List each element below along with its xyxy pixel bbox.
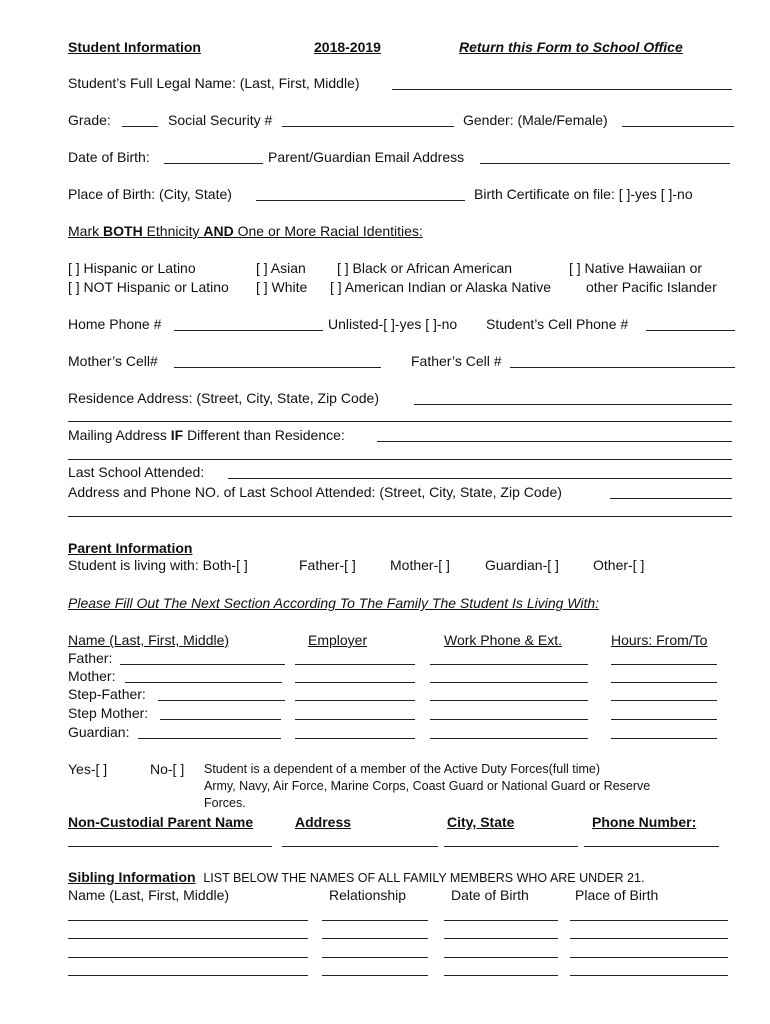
sibling-2-name[interactable] bbox=[68, 938, 308, 939]
guardian-work-phone-field[interactable] bbox=[430, 738, 588, 739]
school-year: 2018-2019 bbox=[314, 39, 381, 55]
father-work-phone-field[interactable] bbox=[430, 664, 588, 665]
row-stepfather-label: Step-Father: bbox=[68, 686, 146, 702]
residence-address-label: Residence Address: (Street, City, State, Zip Code) bbox=[68, 390, 379, 406]
grade-field[interactable] bbox=[122, 126, 158, 127]
mother-hours-field[interactable] bbox=[611, 682, 717, 683]
mailing-address-label: Mailing Address IF Different than Residence: bbox=[68, 427, 345, 443]
email-label: Parent/Guardian Email Address bbox=[268, 149, 465, 165]
dob-field[interactable] bbox=[164, 163, 263, 164]
stepfather-work-phone-field[interactable] bbox=[430, 700, 588, 701]
stepfather-name-field[interactable] bbox=[158, 700, 285, 701]
sibling-4-dob[interactable] bbox=[444, 975, 558, 976]
place-of-birth-label: Place of Birth: (City, State) bbox=[68, 186, 232, 202]
section-title-student-information: Student Information bbox=[68, 39, 201, 55]
noncustodial-city-field[interactable] bbox=[444, 846, 578, 847]
parent-information-heading: Parent Information bbox=[68, 540, 193, 556]
last-school-field[interactable] bbox=[228, 478, 732, 479]
guardian-employer-field[interactable] bbox=[295, 738, 415, 739]
residence-address-field[interactable] bbox=[414, 404, 732, 405]
last-school-address-field[interactable] bbox=[610, 498, 732, 499]
sibling-3-pob[interactable] bbox=[570, 957, 728, 958]
mother-cell-label: Mother’s Cell# bbox=[68, 353, 158, 369]
sibling-col-pob: Place of Birth bbox=[575, 887, 659, 903]
email-field[interactable] bbox=[480, 163, 730, 164]
student-cell-label: Student’s Cell Phone # bbox=[486, 316, 629, 332]
sibling-1-relationship[interactable] bbox=[322, 920, 428, 921]
sibling-3-dob[interactable] bbox=[444, 957, 558, 958]
student-cell-field[interactable] bbox=[646, 330, 735, 331]
military-yes[interactable]: Yes-[ ] bbox=[68, 761, 108, 777]
last-school-label: Last School Attended: bbox=[68, 464, 205, 480]
living-with-both[interactable]: Student is living with: Both-[ ] bbox=[68, 557, 248, 573]
ssn-label: Social Security # bbox=[168, 112, 273, 128]
gender-field[interactable] bbox=[622, 126, 734, 127]
sibling-3-name[interactable] bbox=[68, 957, 308, 958]
sibling-4-name[interactable] bbox=[68, 975, 308, 976]
row-father-label: Father: bbox=[68, 650, 113, 666]
noncustodial-phone-header: Phone Number: bbox=[592, 814, 697, 830]
guardian-name-field[interactable] bbox=[138, 738, 281, 739]
ssn-field[interactable] bbox=[282, 126, 454, 127]
stepmother-name-field[interactable] bbox=[160, 719, 281, 720]
guardian-hours-field[interactable] bbox=[611, 738, 717, 739]
gender-label: Gender: (Male/Female) bbox=[463, 112, 608, 128]
father-cell-field[interactable] bbox=[510, 367, 735, 368]
full-name-field[interactable] bbox=[392, 89, 732, 90]
living-with-other[interactable]: Other-[ ] bbox=[593, 557, 645, 573]
sibling-col-relationship: Relationship bbox=[329, 887, 407, 903]
unlisted-label[interactable]: Unlisted-[ ]-yes [ ]-no bbox=[328, 316, 458, 332]
checkbox-hispanic[interactable]: [ ] Hispanic or Latino bbox=[68, 260, 196, 276]
noncustodial-phone-field[interactable] bbox=[584, 846, 719, 847]
col-hours: Hours: From/To bbox=[611, 632, 708, 648]
father-employer-field[interactable] bbox=[295, 664, 415, 665]
row-mother-label: Mother: bbox=[68, 668, 116, 684]
last-school-address-field-2[interactable] bbox=[68, 516, 732, 517]
sibling-col-name: Name (Last, First, Middle) bbox=[68, 887, 230, 903]
row-guardian-label: Guardian: bbox=[68, 724, 130, 740]
home-phone-field[interactable] bbox=[174, 330, 323, 331]
sibling-1-name[interactable] bbox=[68, 920, 308, 921]
col-work-phone: Work Phone & Ext. bbox=[444, 632, 563, 648]
place-of-birth-field[interactable] bbox=[256, 200, 465, 201]
grade-label: Grade: bbox=[68, 112, 111, 128]
sibling-1-pob[interactable] bbox=[570, 920, 728, 921]
ethnicity-instruction: Mark BOTH Ethnicity AND One or More Racial Identities: bbox=[68, 223, 423, 239]
residence-address-field-2[interactable] bbox=[68, 421, 732, 422]
family-instruction: Please Fill Out The Next Section According To The Family The Student Is Living With: bbox=[68, 595, 600, 611]
noncustodial-city-header: City, State bbox=[447, 814, 515, 830]
father-cell-label: Father’s Cell # bbox=[411, 353, 502, 369]
birth-certificate-label[interactable]: Birth Certificate on file: [ ]-yes [ ]-no bbox=[474, 186, 693, 202]
mailing-address-field-2[interactable] bbox=[68, 459, 732, 460]
mother-employer-field[interactable] bbox=[295, 682, 415, 683]
sibling-4-pob[interactable] bbox=[570, 975, 728, 976]
sibling-3-relationship[interactable] bbox=[322, 957, 428, 958]
noncustodial-address-field[interactable] bbox=[282, 846, 438, 847]
stepfather-employer-field[interactable] bbox=[295, 700, 415, 701]
sibling-col-dob: Date of Birth bbox=[451, 887, 529, 903]
stepmother-work-phone-field[interactable] bbox=[430, 719, 588, 720]
military-text-2: Army, Navy, Air Force, Marine Corps, Coast Guard or National Guard or Reserve bbox=[204, 779, 651, 793]
col-employer: Employer bbox=[308, 632, 368, 648]
father-name-field[interactable] bbox=[120, 664, 285, 665]
living-with-father[interactable]: Father-[ ] bbox=[299, 557, 356, 573]
sibling-1-dob[interactable] bbox=[444, 920, 558, 921]
sibling-4-relationship[interactable] bbox=[322, 975, 428, 976]
mother-name-field[interactable] bbox=[125, 682, 282, 683]
row-stepmother-label: Step Mother: bbox=[68, 705, 149, 721]
military-text-1: Student is a dependent of a member of the Active Duty Forces(full time) bbox=[204, 762, 601, 776]
mother-work-phone-field[interactable] bbox=[430, 682, 588, 683]
checkbox-native-hawaiian[interactable]: [ ] Native Hawaiian or bbox=[569, 260, 703, 276]
stepmother-hours-field[interactable] bbox=[611, 719, 717, 720]
home-phone-label: Home Phone # bbox=[68, 316, 162, 332]
dob-label: Date of Birth: bbox=[68, 149, 150, 165]
father-hours-field[interactable] bbox=[611, 664, 717, 665]
military-text-3: Forces. bbox=[204, 796, 246, 810]
military-no[interactable]: No-[ ] bbox=[150, 761, 185, 777]
mailing-address-field[interactable] bbox=[377, 441, 732, 442]
last-school-address-label: Address and Phone NO. of Last School Attended: (Street, City, State, Zip Code) bbox=[68, 484, 562, 500]
checkbox-white[interactable]: [ ] White bbox=[256, 279, 308, 295]
sibling-2-relationship[interactable] bbox=[322, 938, 428, 939]
checkbox-not-hispanic[interactable]: [ ] NOT Hispanic or Latino bbox=[68, 279, 229, 295]
sibling-2-dob[interactable] bbox=[444, 938, 558, 939]
checkbox-american-indian[interactable]: [ ] American Indian or Alaska Native bbox=[330, 279, 551, 295]
noncustodial-name-field[interactable] bbox=[68, 846, 272, 847]
sibling-heading-line: Sibling Information LIST BELOW THE NAMES OF ALL FAMILY MEMBERS WHO ARE UNDER 21. bbox=[68, 869, 645, 885]
return-note: Return this Form to School Office bbox=[459, 39, 683, 55]
checkbox-black[interactable]: [ ] Black or African American bbox=[337, 260, 513, 276]
mother-cell-field[interactable] bbox=[174, 367, 381, 368]
sibling-2-pob[interactable] bbox=[570, 938, 728, 939]
living-with-guardian[interactable]: Guardian-[ ] bbox=[485, 557, 559, 573]
stepmother-employer-field[interactable] bbox=[295, 719, 415, 720]
col-name: Name (Last, First, Middle) bbox=[68, 632, 230, 648]
living-with-mother[interactable]: Mother-[ ] bbox=[390, 557, 450, 573]
full-name-label: Student’s Full Legal Name: (Last, First, Middle) bbox=[68, 75, 360, 91]
noncustodial-address-header: Address bbox=[295, 814, 352, 830]
stepfather-hours-field[interactable] bbox=[611, 700, 717, 701]
noncustodial-name-header: Non-Custodial Parent Name bbox=[68, 814, 254, 830]
pacific-islander-label: other Pacific Islander bbox=[586, 279, 717, 295]
checkbox-asian[interactable]: [ ] Asian bbox=[256, 260, 306, 276]
